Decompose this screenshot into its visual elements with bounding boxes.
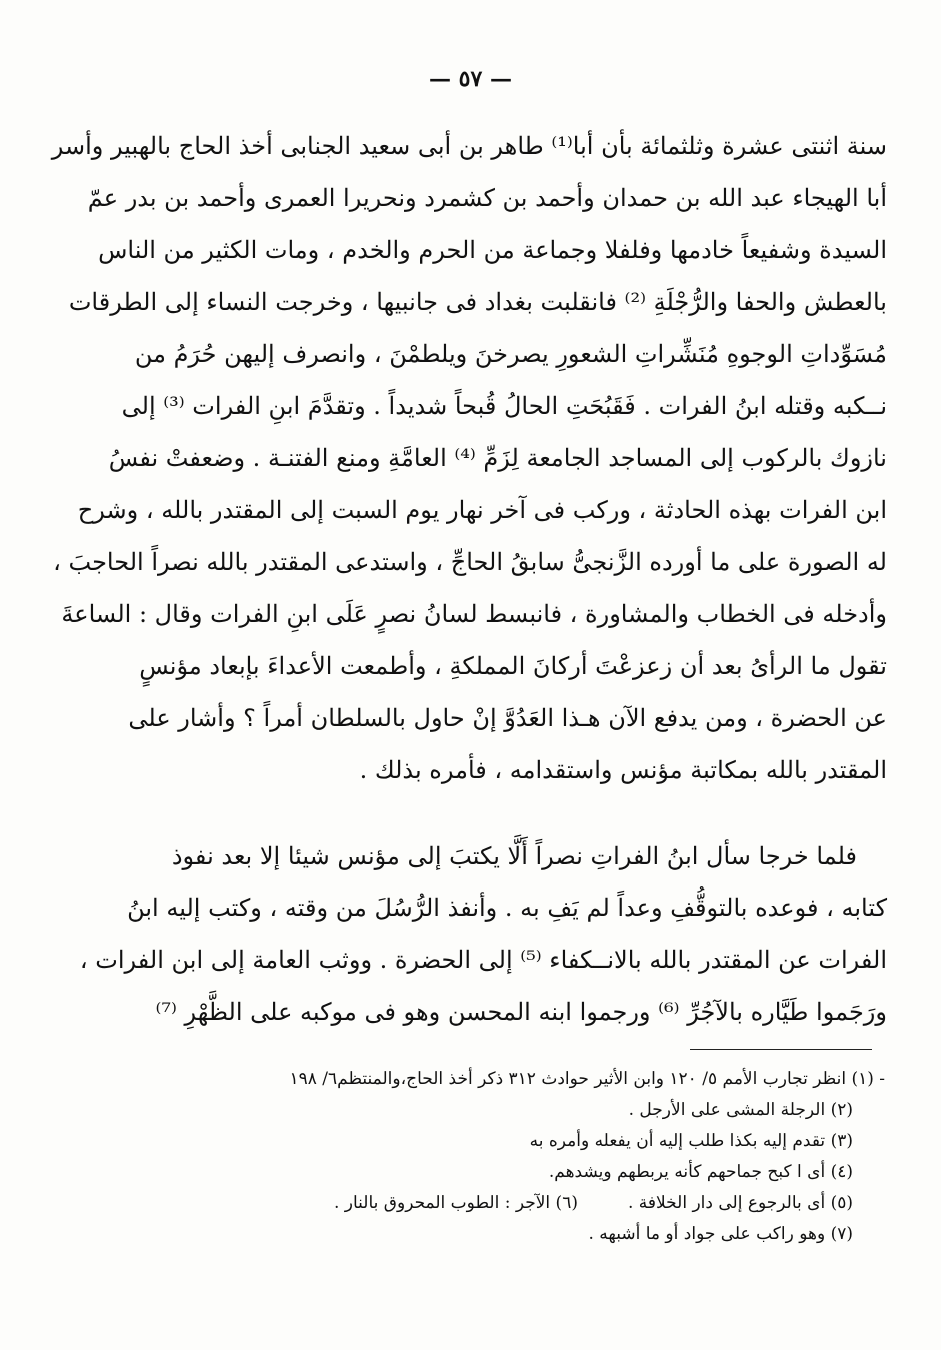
text-line: تقول ما الرأىُ بعد أن زعزعْتَ أركانَ المملكةِ ، وأطمعت الأعداءَ بإبعاد مؤنسٍ bbox=[139, 652, 887, 680]
text-line: نازوك بالركوب إلى المساجد الجامعة لِزَمِّ ⁽⁴⁾ العامَّةِ ومنع الفتنـة . وضعفتْ نفسُ bbox=[108, 444, 887, 472]
footnote-1: - (١) انظر تجارب الأمم ٥/ ١٢٠ وابن الأثير حوادث ٣١٢ ذكر أخذ الحاج،والمنتظم٦/ ١٩٨ bbox=[289, 1069, 885, 1089]
main-text bbox=[51, 120, 887, 1038]
paragraph-gap bbox=[190, 796, 887, 830]
text-line: فلما خرجا سأل ابنُ الفراتِ نصراً أَلَّا يكتبَ إلى مؤنس شيئا إلا بعد نفوذ bbox=[171, 842, 857, 870]
text-line: المقتدر بالله بمكاتبة مؤنس واستقدامه ، فأمره بذلك . bbox=[359, 756, 887, 784]
text-line: سنة اثنتى عشرة وثلثمائة بأن أبا⁽¹⁾ طاهر بن أبى سعيد الجنابى أخذ الحاج بالهبير وأسر bbox=[51, 132, 887, 160]
footnote-separator bbox=[690, 1049, 872, 1050]
paragraph-1 bbox=[51, 120, 887, 796]
footnote-3: (٣) تقدم إليه بكذا طلب إليه أن يفعله وأمره به bbox=[529, 1131, 853, 1151]
footnote-row-5-6 bbox=[185, 1188, 885, 1219]
footnote-7: (٧) وهو راكب على جواد أو ما أشبهه . bbox=[588, 1224, 853, 1244]
text-line: أبا الهيجاء عبد الله بن حمدان وأحمد بن كشمرد ونحريرا العمرى وأحمد بن بدر عمّ bbox=[87, 184, 887, 212]
footnote-5: (٥) أى بالرجوع إلى دار الخلافة . bbox=[627, 1193, 853, 1213]
paragraph-2 bbox=[79, 830, 887, 1038]
text-line: عن الحضرة ، ومن يدفع الآن هـذا العَدُوَّ إنْ حاول بالسلطان أمراً ؟ وأشار على bbox=[128, 704, 887, 732]
footnote-4: (٤) أى ا كبح جماحهم كأنه يربطهم ويشدهم. bbox=[548, 1162, 853, 1182]
text-line: وأدخله فى الخطاب والمشاورة ، فانبسط لسانُ نصرٍ عَلَى ابنِ الفرات وقال : الساعةَ bbox=[61, 600, 887, 628]
text-line: السيدة وشفيعاً خادمها وفلفلا وجماعة من الحرم والخدم ، ومات الكثير من الناس bbox=[98, 236, 887, 264]
footnote-6: (٦) الآجر : الطوب المحروق بالنار . bbox=[333, 1193, 578, 1213]
text-line: ورَجَموا طَيَّاره بالآجُرِّ ⁽⁶⁾ ورجموا ابنه المحسن وهو فى موكبه على الظَّهْرِ ⁽⁷⁾ bbox=[155, 998, 887, 1026]
text-line: له الصورة على ما أورده الزَّنجىُّ سابقُ الحاجِّ ، واستدعى المقتدر بالله نصراً الحاجبَ ، bbox=[53, 548, 887, 576]
page-number: — ٥٧ — bbox=[429, 66, 512, 92]
text-line: كتابه ، فوعده بالتوقُّفِ وعداً لم يَفِ به . وأنفذ الرُّسُلَ من وقته ، وكتب إليه ابنُ bbox=[127, 894, 887, 922]
text-line: نــكبه وقتله ابنُ الفرات . فَقَبُحَتِ الحالُ قُبحاً شديداً . وتقدَّمَ ابنِ الفرات ⁽³⁾ إلى bbox=[121, 392, 887, 420]
text-line: مُسَوِّداتِ الوجوهِ مُنَشِّراتِ الشعورِ يصرخنَ ويلطمْنَ ، وانصرف إليهن حُرَمُ من bbox=[134, 340, 887, 368]
text-line: الفرات عن المقتدر بالله بالانــكفاء ⁽⁵⁾ إلى الحضرة . ووثب العامة إلى ابن الفرات ، bbox=[79, 946, 887, 974]
footnotes bbox=[185, 1064, 885, 1250]
footnote-2: (٢) الرجلة المشى على الأرجل . bbox=[628, 1100, 853, 1120]
text-line: بالعطش والحفا والرُّجْلَةِ ⁽²⁾ فانقلبت بغداد فى جانبيها ، وخرجت النساء إلى الطرقات bbox=[68, 288, 887, 316]
text-line: ابن الفرات بهذه الحادثة ، وركب فى آخر نهار يوم السبت إلى المقتدر بالله ، وشرح bbox=[77, 496, 887, 524]
